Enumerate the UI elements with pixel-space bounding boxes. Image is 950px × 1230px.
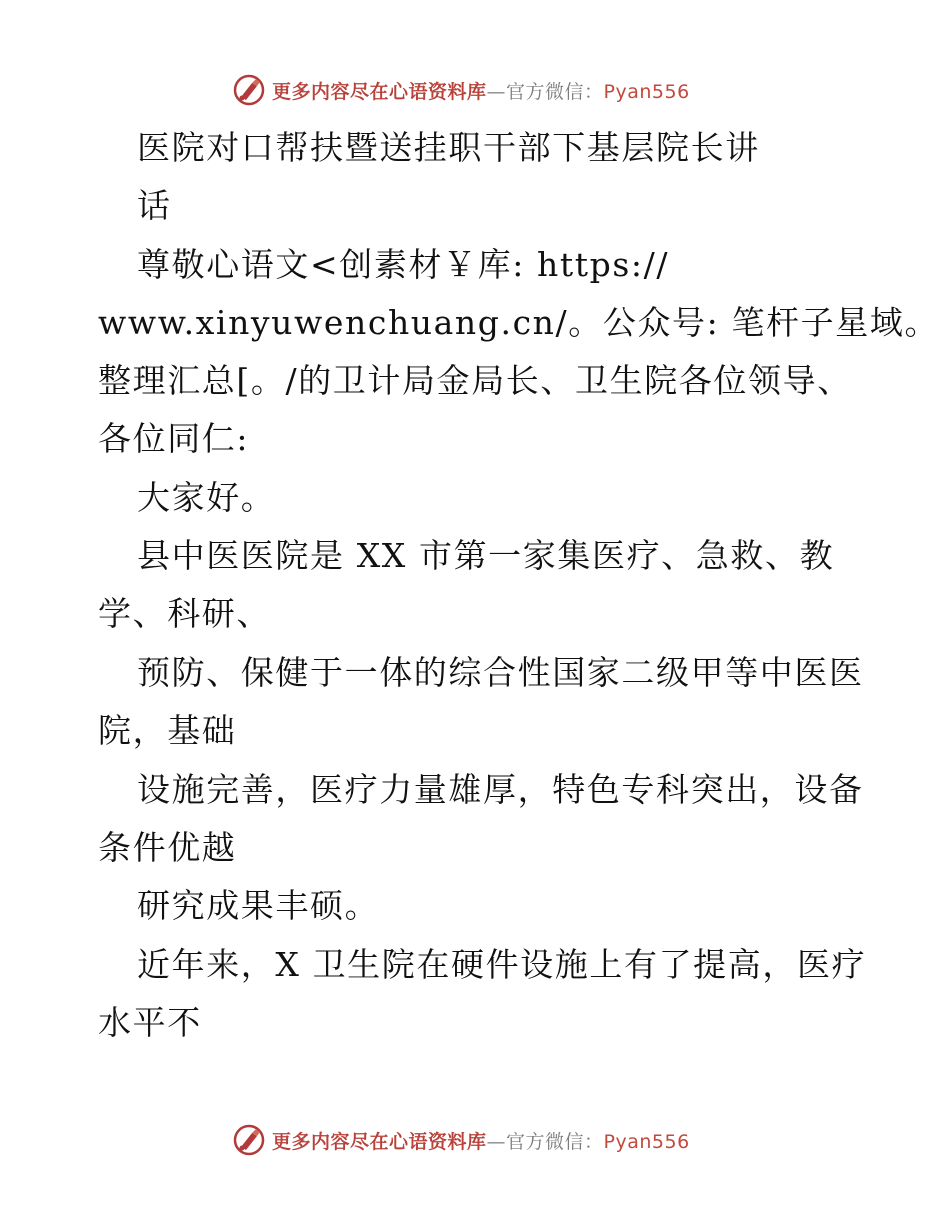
header-banner	[232, 70, 690, 110]
paragraph-line: 院，基础	[98, 711, 237, 750]
paragraph-line: 研究成果丰硕。	[137, 886, 380, 925]
paragraph-line: 县中医医院是 XX 市第一家集医疗、急救、教	[137, 536, 835, 575]
paragraph-line: 预防、保健于一体的综合性国家二级甲等中医医	[137, 653, 864, 692]
paragraph-line: 学、科研、	[98, 594, 271, 633]
paragraph-line: 条件优越	[98, 828, 237, 867]
banner-dash: —	[486, 1130, 507, 1153]
banner-site-name: 更多内容尽在心语资料库	[272, 80, 487, 103]
paragraph-line: 水平不	[98, 1003, 202, 1042]
banner-wechat-id: Pyan556	[603, 1130, 690, 1153]
brush-logo-icon	[232, 73, 266, 107]
banner-wechat-label: 官方微信：	[506, 1130, 604, 1153]
banner-dash: —	[486, 80, 507, 103]
document-title-cont: 话	[137, 186, 172, 225]
paragraph-line: 尊敬心语文<创素材￥库: https://	[137, 245, 670, 284]
brush-logo-icon	[232, 1123, 266, 1157]
banner-site-name: 更多内容尽在心语资料库	[272, 1130, 487, 1153]
paragraph-line: 各位同仁:	[98, 419, 250, 458]
document-title: 医院对口帮扶暨送挂职干部下基层院长讲	[137, 128, 760, 167]
banner-wechat-label: 官方微信：	[506, 80, 604, 103]
paragraph-line: 大家好。	[137, 478, 276, 517]
banner-text	[272, 1127, 690, 1154]
footer-banner	[232, 1120, 690, 1160]
paragraph-line: 设施完善，医疗力量雄厚，特色专科突出，设备	[137, 770, 864, 809]
paragraph-line: www.xinyuwenchuang.cn/。公众号: 笔杆子星域。	[98, 303, 940, 342]
paragraph-line: 整理汇总[。/的卫计局金局长、卫生院各位领导、	[98, 361, 852, 400]
banner-wechat-id: Pyan556	[603, 80, 690, 103]
banner-text	[272, 77, 690, 104]
paragraph-line: 近年来，X 卫生院在硬件设施上有了提高，医疗	[137, 945, 867, 984]
